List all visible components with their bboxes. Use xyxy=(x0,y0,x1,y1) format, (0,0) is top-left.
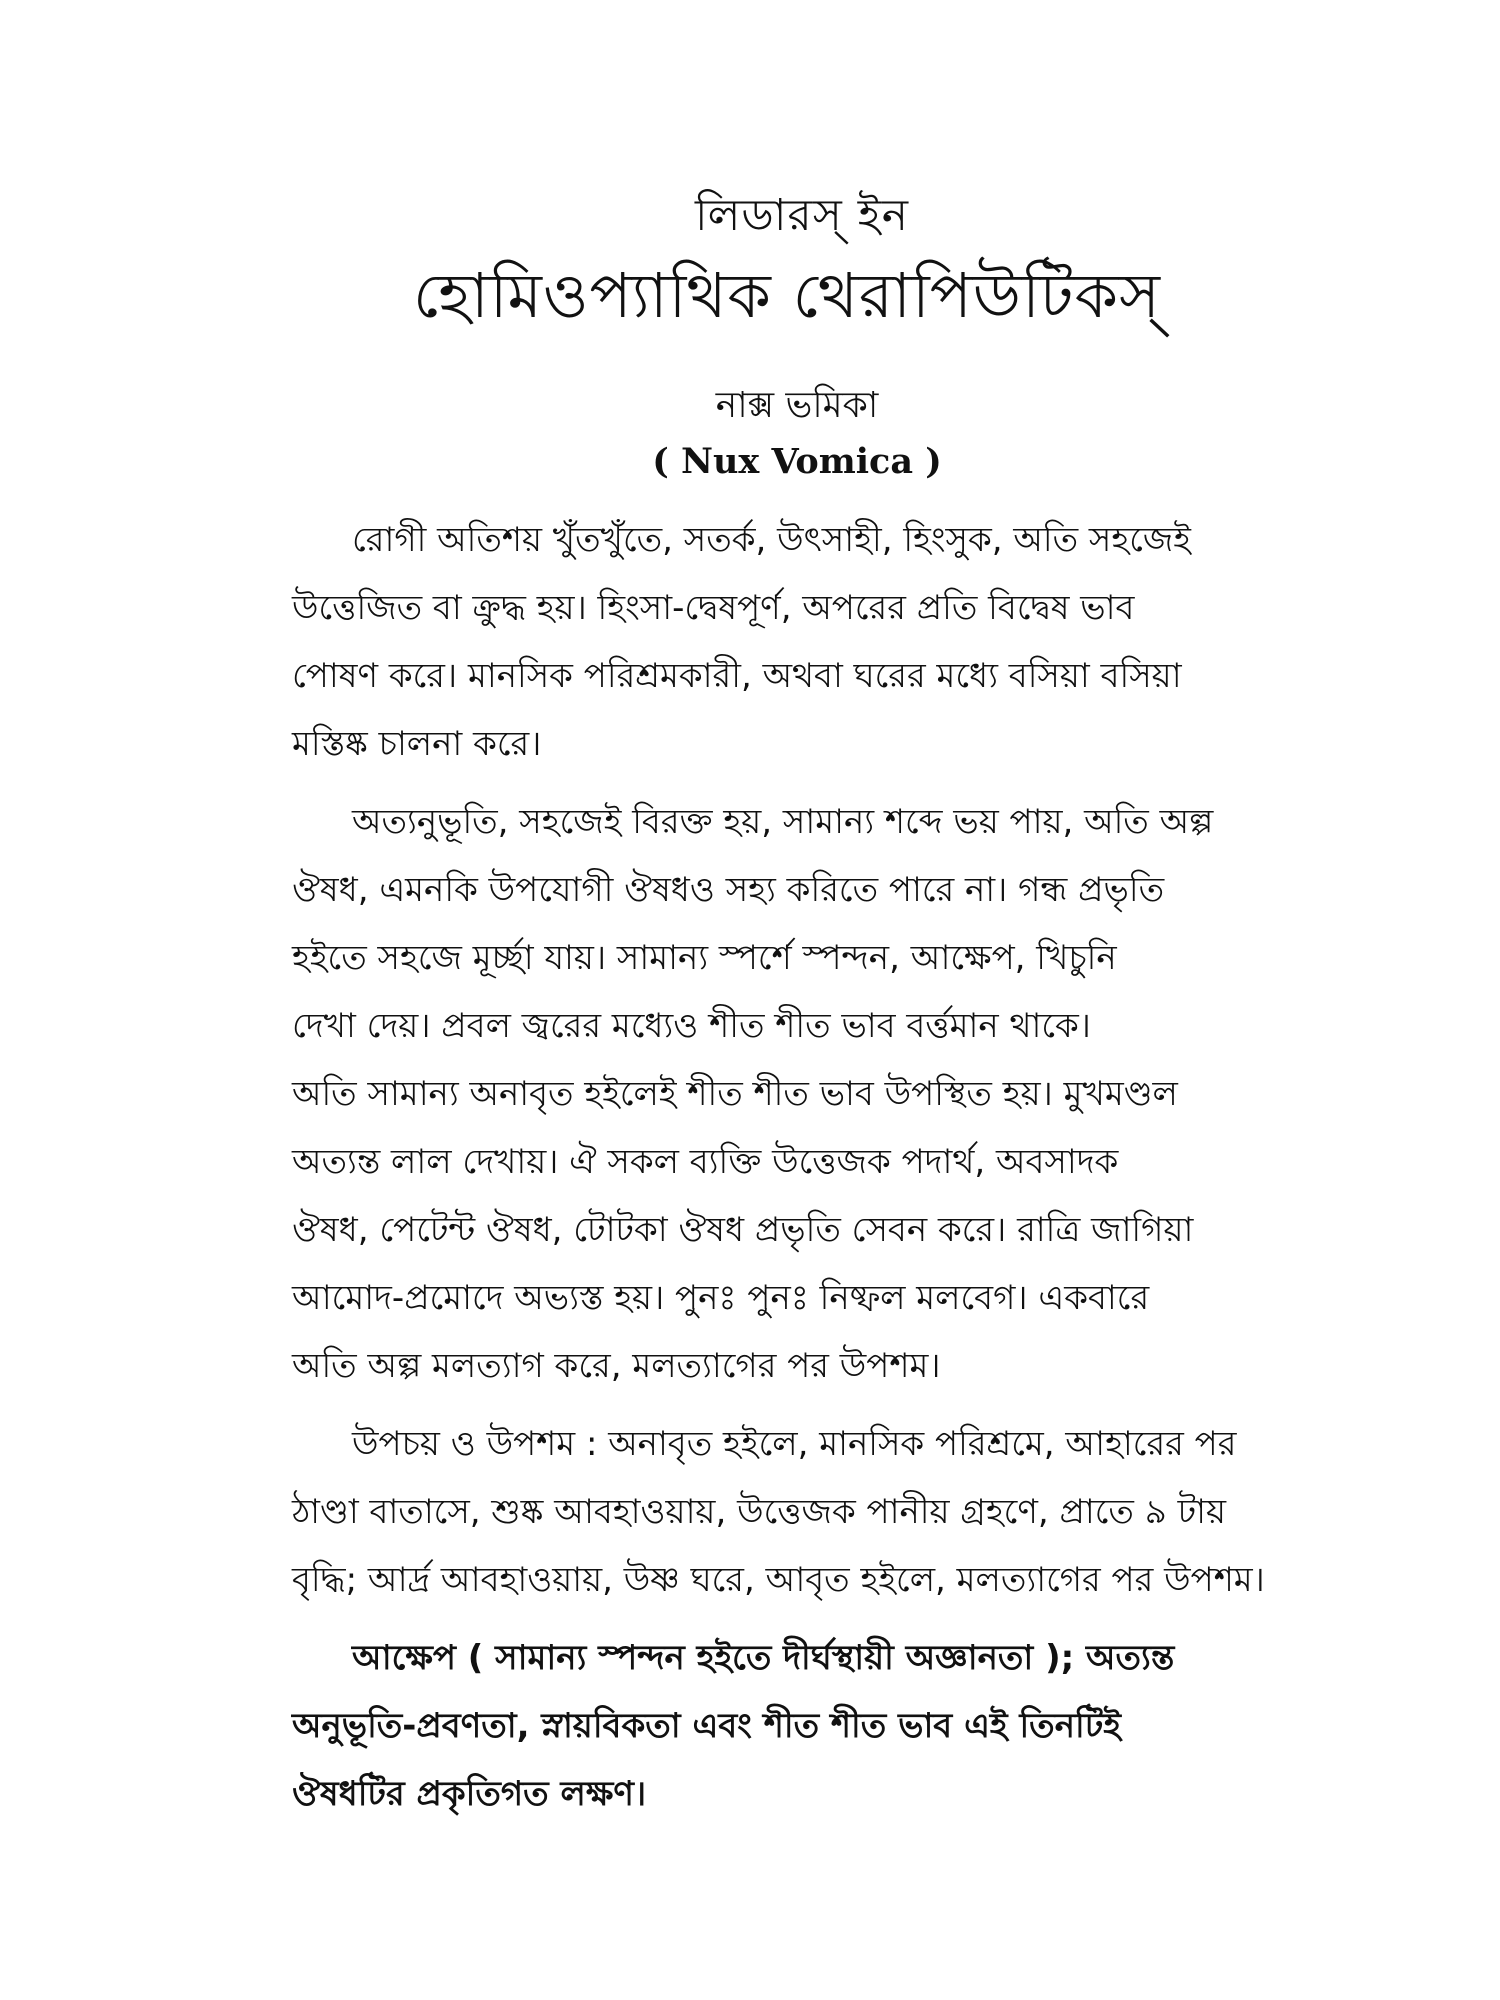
series-title: লিডারস্ ইন xyxy=(695,190,909,241)
paragraph-line: দেখা দেয়। প্রবল জ্বরের মধ্যেও শীত শীত ভাব বর্ত্তমান থাকে। xyxy=(292,1006,1091,1046)
paragraph-line: ঔষধ, এমনকি উপযোগী ঔষধও সহ্য করিতে পারে না। গন্ধ প্রভৃতি xyxy=(292,870,1165,910)
paragraph-modalities xyxy=(292,1410,1282,1614)
paragraph-line: আক্ষেপ ( সামান্য স্পন্দন হইতে দীর্ঘস্থায়ী অজ্ঞানতা ); অত্যন্ত xyxy=(352,1638,1175,1678)
paragraph-line: উত্তেজিত বা ক্রুদ্ধ হয়। হিংসা-দ্বেষপূর্ণ, অপরের প্রতি বিদ্বেষ ভাব xyxy=(292,588,1135,628)
paragraph-line: ঔষধটির প্রকৃতিগত লক্ষণ। xyxy=(292,1774,647,1814)
page-content xyxy=(292,190,1282,1838)
paragraph-characteristic xyxy=(292,1624,1282,1828)
paragraph-line: ঠাণ্ডা বাতাসে, শুষ্ক আবহাওয়ায়, উত্তেজক পানীয় গ্রহণে, প্রাতে ৯ টায় xyxy=(292,1492,1227,1532)
paragraph-line: ঔষধ, পেটেন্ট ঔষধ, টোটকা ঔষধ প্রভৃতি সেবন করে। রাত্রি জাগিয়া xyxy=(292,1210,1194,1250)
book-title: হোমিওপ্যাথিক থেরাপিউটিকস্ xyxy=(413,259,1161,332)
paragraph-line: পোষণ করে। মানসিক পরিশ্রমকারী, অথবা ঘরের মধ্যে বসিয়া বসিয়া xyxy=(292,656,1182,696)
paragraph-line: অত্যনুভূতি, সহজেই বিরক্ত হয়, সামান্য শব্দে ভয় পায়, অতি অল্প xyxy=(352,802,1214,842)
paragraph-line: আমোদ-প্রমোদে অভ্যস্ত হয়। পুনঃ পুনঃ নিষ্ফল মলবেগ। একবারে xyxy=(292,1278,1150,1318)
paragraph-mental-symptoms xyxy=(292,506,1282,778)
paragraph-line: অতি অল্প মলত্যাগ করে, মলত্যাগের পর উপশম। xyxy=(292,1346,941,1386)
paragraph-line: উপচয় ও উপশম : অনাবৃত হইলে, মানসিক পরিশ্রমে, আহারের পর xyxy=(352,1424,1237,1464)
paragraph-line: হইতে সহজে মূর্চ্ছা যায়। সামান্য স্পর্শে স্পন্দন, আক্ষেপ, খিচুনি xyxy=(292,938,1117,978)
remedy-name-bengali: নাক্স ভমিকা xyxy=(715,385,879,426)
paragraph-line: অত্যন্ত লাল দেখায়। ঐ সকল ব্যক্তি উত্তেজক পদার্থ, অবসাদক xyxy=(292,1142,1119,1182)
paragraph-line: অনুভূতি-প্রবণতা, স্নায়বিকতা এবং শীত শীত ভাব এই তিনটিই xyxy=(292,1706,1121,1746)
paragraph-line: বৃদ্ধি; আর্দ্র আবহাওয়ায়, উষ্ণ ঘরে, আবৃত হইলে, মলত্যাগের পর উপশম। xyxy=(292,1560,1265,1600)
paragraph-line: মস্তিষ্ক চালনা করে। xyxy=(292,724,542,764)
paragraph-line: রোগী অতিশয় খুঁতখুঁতে, সতর্ক, উৎসাহী, হিংসুক, অতি সহজেই xyxy=(352,520,1191,560)
remedy-name-english: ( Nux Vomica ) xyxy=(652,441,942,482)
paragraph-sensitivity xyxy=(292,788,1282,1400)
paragraph-line: অতি সামান্য অনাবৃত হইলেই শীত শীত ভাব উপস্থিত হয়। মুখমণ্ডল xyxy=(292,1074,1178,1114)
